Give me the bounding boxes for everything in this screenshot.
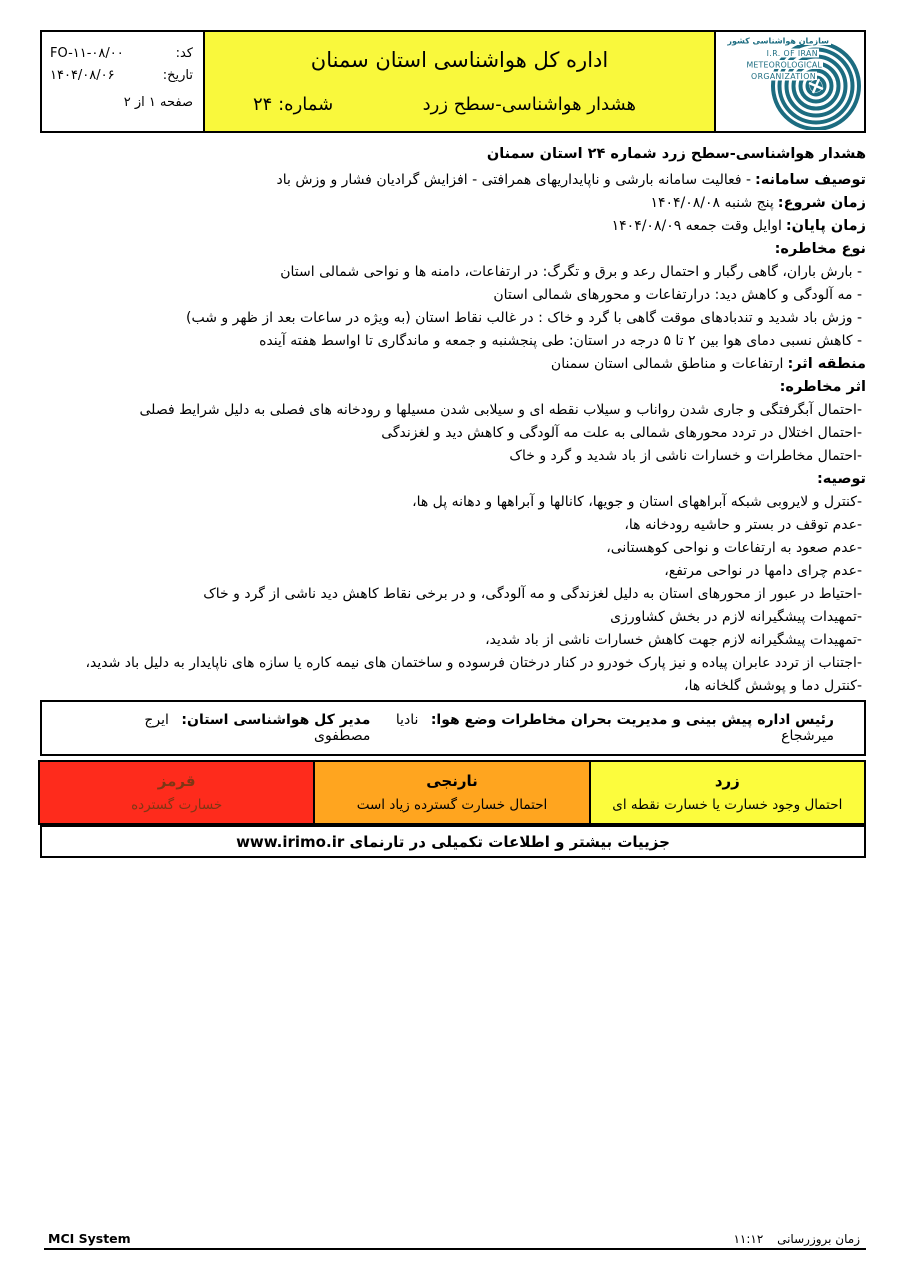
severity-level-description: احتمال خسارت گسترده زیاد است xyxy=(356,797,548,813)
website-info-bar xyxy=(40,825,866,858)
warning-line xyxy=(40,537,866,560)
line-label: اثر مخاطره: xyxy=(779,379,866,395)
date-row xyxy=(50,68,193,83)
warning-line xyxy=(40,491,866,514)
warning-line xyxy=(40,652,866,675)
line-label: توصیه: xyxy=(816,471,866,487)
chief-signature-label: رئیس اداره پیش بینی و مدیریت بحران مخاطرات وضع هوا: xyxy=(430,712,834,728)
website-info-text: جزییات بیشتر و اطلاعات تکمیلی در تارنمای www.irimo.ir xyxy=(236,832,670,851)
warning-body xyxy=(40,143,866,698)
line-text: -تمهیدات پیشگیرانه لازم جهت کاهش خسارات ناشی از باد شدید، xyxy=(485,632,862,648)
warning-line xyxy=(40,284,866,307)
warning-line xyxy=(40,376,866,399)
line-label: زمان پایان: xyxy=(785,218,866,234)
warning-lines xyxy=(40,169,866,698)
warning-line xyxy=(40,445,866,468)
org-logo xyxy=(714,30,866,133)
warning-line xyxy=(40,675,866,698)
warning-line xyxy=(40,261,866,284)
director-signature-name: ایرج مصطفوی xyxy=(144,712,371,744)
warning-line xyxy=(40,353,866,376)
header-subtitle-row xyxy=(205,94,714,115)
line-text: ارتفاعات و مناطق شمالی استان سمنان xyxy=(550,356,784,372)
line-text: -عدم چرای دامها در نواحی مرتفع، xyxy=(664,563,862,579)
severity-level-cell xyxy=(38,760,315,825)
line-text: -کنترل و لایروبی شبکه آبراههای استان و جویها، کانالها و آبراهها و دهانه پل ها، xyxy=(412,494,862,510)
header-title-cell xyxy=(205,30,714,133)
line-text: - مه آلودگی و کاهش دید: درارتفاعات و محورهای شمالی استان xyxy=(493,287,862,303)
director-signature xyxy=(102,712,370,744)
footer-divider xyxy=(44,1248,866,1250)
severity-legend xyxy=(40,760,866,825)
header-table xyxy=(40,30,866,133)
severity-level-name: قرمز xyxy=(157,772,196,790)
line-text: - کاهش نسبی دمای هوا بین ۲ تا ۵ درجه در استان: طی پنجشنبه و جمعه و ماندگاری تا اواسط هفته آینده xyxy=(259,333,862,349)
line-text: -عدم صعود به ارتفاعات و نواحی کوهستانی، xyxy=(606,540,862,556)
warning-line xyxy=(40,514,866,537)
line-label: زمان شروع: xyxy=(777,195,866,211)
line-text: - فعالیت سامانه بارشی و ناپایداریهای همرافتی - افزایش گرادیان فشار و وزش باد xyxy=(276,172,752,188)
line-text: - بارش باران، گاهی رگبار و احتمال رعد و برق و تگرگ: در ارتفاعات، دامنه ها و نواحی شمالی استان xyxy=(280,264,862,280)
warning-line xyxy=(40,560,866,583)
severity-level-name: زرد xyxy=(714,772,740,790)
logo-fa-name: سازمان هواشناسی کشور xyxy=(727,36,829,45)
line-label: منطقه اثر: xyxy=(787,356,866,372)
document-info-box xyxy=(40,30,205,133)
warning-line xyxy=(40,307,866,330)
line-text: -اجتناب از تردد عابران پیاده و نیز پارک خودرو در کنار درختان فرسوده و ساختمان های نیمه کاره یا سازه های ناپایدار به دلیل باد شدید، xyxy=(85,655,862,671)
logo-en-line2: METEOROLOGICAL xyxy=(746,60,822,69)
meteorological-organization-logo-icon xyxy=(719,34,861,130)
date-value: ۱۴۰۴/۰۸/۰۶ xyxy=(50,68,115,83)
page-number-row xyxy=(50,95,193,110)
warning-title: هشدار هواشناسی-سطح زرد شماره ۲۴ استان سمنان xyxy=(486,146,866,162)
director-signature-label: مدیر کل هواشناسی استان: xyxy=(181,712,371,728)
line-text: -عدم توقف در بستر و حاشیه رودخانه ها، xyxy=(624,517,862,533)
line-text: -احتمال مخاطرات و خسارات ناشی از باد شدید و گرد و خاک xyxy=(509,448,862,464)
number-value: ۲۴ xyxy=(253,94,273,115)
number-label: شماره: xyxy=(278,94,334,115)
warning-line xyxy=(40,629,866,652)
severity-level-name: نارنجی xyxy=(426,772,478,790)
date-label: تاریخ: xyxy=(162,68,193,83)
code-row xyxy=(50,46,193,61)
line-text: -احتمال اختلال در تردد محورهای شمالی به علت مه آلودگی و کاهش دید و لغزندگی xyxy=(381,425,862,441)
warning-line xyxy=(40,399,866,422)
signature-box xyxy=(40,700,866,756)
warning-line xyxy=(40,192,866,215)
code-value: FO-۱۱-۰۸/۰۰ xyxy=(50,46,124,61)
line-text: -احتیاط در عبور از محورهای استان به دلیل لغزندگی و مه آلودگی، و در برخی نقاط کاهش دید ناشی از گرد و خاک xyxy=(203,586,862,602)
warning-number xyxy=(253,94,333,115)
severity-level-cell xyxy=(589,760,866,825)
severity-level-description: احتمال وجود خسارت یا خسارت نقطه ای xyxy=(612,797,843,813)
update-time-label: زمان بروزرسانی xyxy=(777,1232,860,1246)
warning-line xyxy=(40,215,866,238)
line-label: نوع مخاطره: xyxy=(774,241,866,257)
warning-line xyxy=(40,606,866,629)
org-title: اداره کل هواشناسی استان سمنان xyxy=(310,48,609,72)
warning-line xyxy=(40,468,866,491)
code-label: کد: xyxy=(175,46,193,61)
warning-line xyxy=(40,169,866,192)
line-text: -تمهیدات پیشگیرانه لازم در بخش کشاورزی xyxy=(610,609,862,625)
line-text: -احتمال آبگرفتگی و جاری شدن رواناب و سیلاب نقطه ای و سیلابی شدن مسیلها و رودخانه های فصلی به دلیل شرایط فصلی xyxy=(139,402,862,418)
severity-level-cell xyxy=(313,760,590,825)
warning-line xyxy=(40,330,866,353)
update-time xyxy=(733,1232,860,1246)
chief-signature-name: نادیا میرشجاع xyxy=(395,712,834,744)
warning-line xyxy=(40,422,866,445)
line-text: اوایل وقت جمعه ۱۴۰۴/۰۸/۰۹ xyxy=(611,218,782,234)
update-time-value: ۱۱:۱۲ xyxy=(733,1232,764,1246)
line-label: توصیف سامانه: xyxy=(755,172,866,188)
chief-signature xyxy=(370,712,834,744)
warning-line xyxy=(40,238,866,261)
mci-system-label: MCI System xyxy=(48,1231,131,1246)
page-number-text: صفحه ۱ از ۲ xyxy=(123,95,193,110)
logo-en-line1: I.R. OF IRAN xyxy=(766,48,818,58)
logo-en-line3: ORGANIZATION xyxy=(751,71,816,81)
line-text: پنج شنبه ۱۴۰۴/۰۸/۰۸ xyxy=(650,195,774,211)
line-text: - وزش باد شدید و تندبادهای موقت گاهی با گرد و خاک : در غالب نقاط استان (به ویژه در ساعات بعد از ظهر و شب) xyxy=(186,310,862,326)
line-text: -کنترل دما و پوشش گلخانه ها، xyxy=(684,678,862,694)
alert-level-title: هشدار هواشناسی-سطح زرد xyxy=(422,94,636,115)
severity-level-description: خسارت گسترده xyxy=(131,797,223,813)
warning-line xyxy=(40,583,866,606)
